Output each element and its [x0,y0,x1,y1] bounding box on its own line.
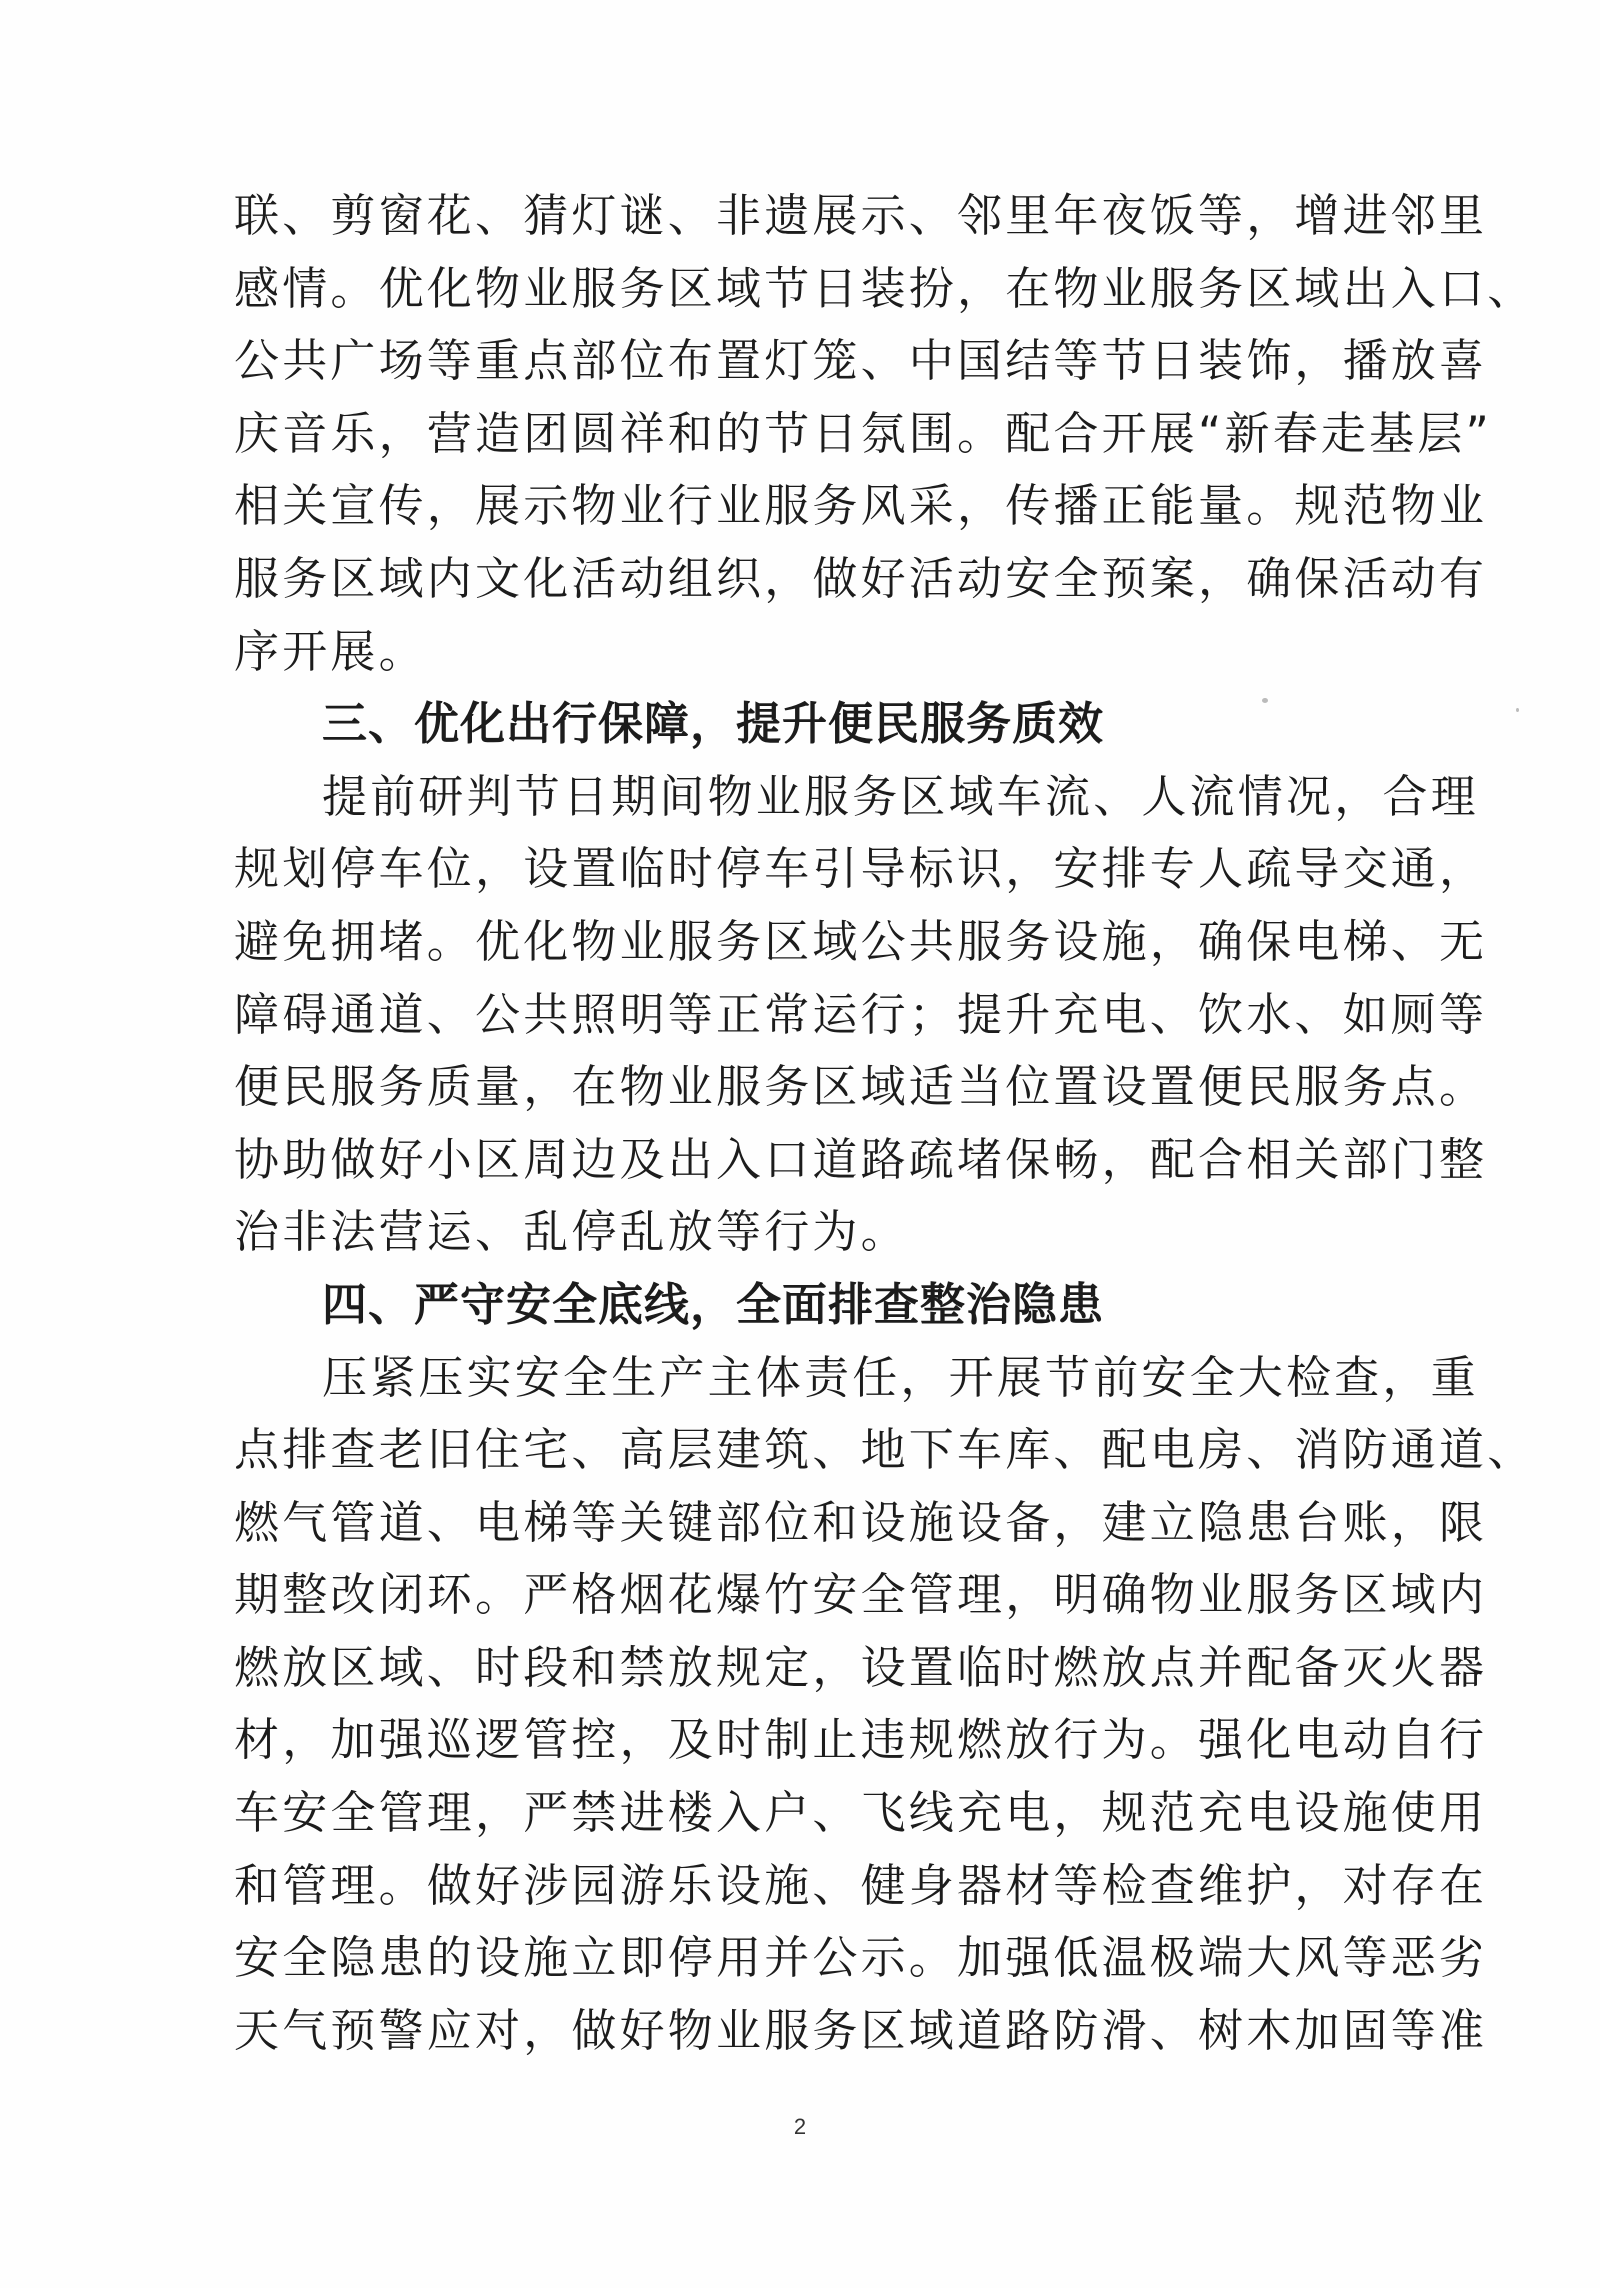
text-line: 庆音乐，营造团圆祥和的节日氛围。配合开展“新春走基层” [234,406,1493,460]
text-line: 材，加强巡逻管控，及时制止违规燃放行为。强化电动自行 [234,1713,1488,1767]
text-line: 避免拥堵。优化物业服务区域公共服务设施，确保电梯、无 [234,914,1488,968]
text-line: 期整改闭环。严格烟花爆竹安全管理，明确物业服务区域内 [234,1568,1488,1622]
text-line: 协助做好小区周边及出入口道路疏堵保畅，配合相关部门整 [234,1132,1488,1186]
text-line: 点排查老旧住宅、高层建筑、地下车库、配电房、消防通道、 [234,1423,1536,1477]
section-heading-3: 三、优化出行保障，提升便民服务质效 [322,697,1105,751]
page-number: 2 [793,2114,807,2139]
text-line: 安全隐患的设施立即停用并公示。加强低温极端大风等恶劣 [234,1931,1488,1985]
text-line: 便民服务质量，在物业服务区域适当位置设置便民服务点。 [234,1060,1488,1114]
text-line: 天气预警应对，做好物业服务区域道路防滑、树木加固等准 [234,2003,1488,2057]
document-body [234,180,1536,2067]
text-line: 相关宣传，展示物业行业服务风采，传播正能量。规范物业 [234,479,1488,533]
text-line: 车安全管理，严禁进楼入户、飞线充电，规范充电设施使用 [234,1786,1488,1840]
text-line: 治非法营运、乱停乱放等行为。 [234,1205,909,1259]
text-line: 和管理。做好涉园游乐设施、健身器材等检查维护，对存在 [234,1858,1488,1912]
text-line: 燃气管道、电梯等关键部位和设施设备，建立隐患台账，限 [234,1495,1488,1549]
text-line: 序开展。 [234,624,427,678]
text-line: 公共广场等重点部位布置灯笼、中国结等节日装饰，播放喜 [234,334,1488,388]
text-line: 规划停车位，设置临时停车引导标识，安排专人疏导交通， [234,842,1488,896]
text-line: 感情。优化物业服务区域节日装扮，在物业服务区域出入口、 [234,261,1536,315]
text-line: 燃放区域、时段和禁放规定，设置临时燃放点并配备灭火器 [234,1640,1488,1694]
text-line: 障碍通道、公共照明等正常运行；提升充电、饮水、如厕等 [234,987,1488,1041]
paragraph-safety [234,1342,1536,2068]
section-heading-4: 四、严守安全底线，全面排查整治隐患 [322,1277,1105,1331]
scan-speck [1516,708,1519,712]
text-line: 压紧压实安全生产主体责任，开展节前安全大检查，重 [322,1350,1479,1404]
scan-speck [1262,698,1268,703]
paragraph-continuation [234,180,1536,688]
text-line: 服务区域内文化活动组织，做好活动安全预案，确保活动有 [234,551,1488,605]
text-line: 联、剪窗花、猜灯谜、非遗展示、邻里年夜饭等，增进邻里 [234,189,1488,242]
paragraph-travel-services [234,761,1488,1269]
text-line: 提前研判节日期间物业服务区域车流、人流情况，合理 [322,769,1479,823]
